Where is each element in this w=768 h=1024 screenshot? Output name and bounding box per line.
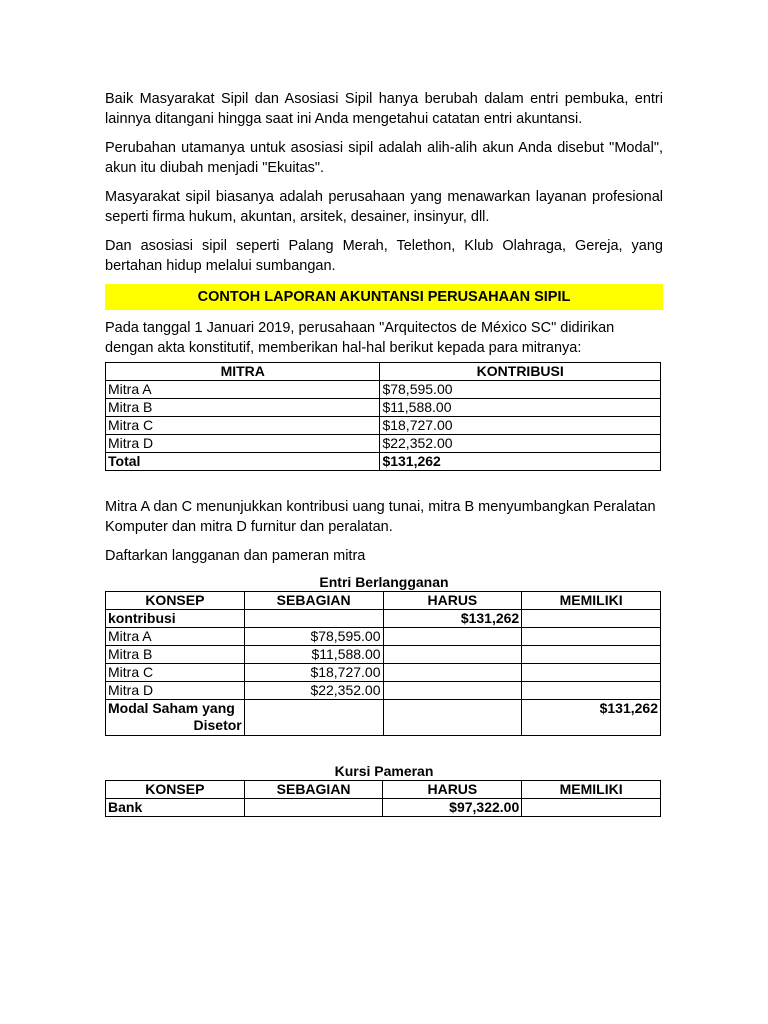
credit-cell bbox=[522, 799, 661, 817]
partner-name: Mitra C bbox=[106, 417, 380, 435]
paragraph-3: Masyarakat sipil biasanya adalah perusahaan yang menawarkan layanan profesional seperti firma hukum, akuntan, arsitek, desainer, insinyur, dll. bbox=[105, 189, 663, 225]
column-header: MEMILIKI bbox=[522, 592, 661, 610]
subscription-table bbox=[105, 591, 661, 736]
table-row bbox=[106, 682, 661, 700]
credit-cell bbox=[522, 628, 661, 646]
intro-paragraph: Pada tanggal 1 Januari 2019, perusahaan "Arquitectos de México SC" didirikan dengan akta konstitutif, memberikan hal-hal berikut kepada para mitranya: bbox=[105, 320, 615, 356]
table-header-row bbox=[106, 781, 661, 799]
subscription-caption: Entri Berlangganan bbox=[319, 574, 449, 590]
credit-cell bbox=[522, 610, 661, 628]
table-row bbox=[106, 628, 661, 646]
partial-cell: $22,352.00 bbox=[244, 682, 383, 700]
partial-cell: $18,727.00 bbox=[244, 664, 383, 682]
concept-cell: Mitra D bbox=[106, 682, 245, 700]
document-page bbox=[105, 89, 663, 817]
credit-cell bbox=[522, 682, 661, 700]
section-banner: CONTOH LAPORAN AKUNTANSI PERUSAHAAN SIPIL bbox=[105, 284, 663, 310]
paragraph-4: Dan asosiasi sipil seperti Palang Merah, Telethon, Klub Olahraga, Gereja, yang bertahan hidup melalui sumbangan. bbox=[105, 238, 663, 274]
column-header: KONSEP bbox=[106, 781, 245, 799]
table-row bbox=[106, 700, 661, 736]
table-total-row bbox=[106, 453, 661, 471]
column-header: MEMILIKI bbox=[522, 781, 661, 799]
exhibition-table bbox=[105, 780, 661, 817]
column-header: KONTRIBUSI bbox=[380, 363, 661, 381]
table-row bbox=[106, 799, 661, 817]
partner-contribution: $11,588.00 bbox=[380, 399, 661, 417]
paragraph-2: Perubahan utamanya untuk asosiasi sipil adalah alih-alih akun Anda disebut "Modal", akun itu diubah menjadi "Ekuitas". bbox=[105, 140, 663, 176]
concept-cell: kontribusi bbox=[106, 610, 245, 628]
table-header-row bbox=[106, 363, 661, 381]
partner-contribution: $78,595.00 bbox=[380, 381, 661, 399]
partners-table bbox=[105, 362, 661, 471]
total-label: Total bbox=[106, 453, 380, 471]
concept-cell: Mitra B bbox=[106, 646, 245, 664]
debit-cell: $97,322.00 bbox=[383, 799, 522, 817]
concept-cell: Bank bbox=[106, 799, 245, 817]
partner-contribution: $18,727.00 bbox=[380, 417, 661, 435]
table-row bbox=[106, 417, 661, 435]
column-header: SEBAGIAN bbox=[244, 592, 383, 610]
table-row bbox=[106, 399, 661, 417]
table-row bbox=[106, 610, 661, 628]
partial-cell: $11,588.00 bbox=[244, 646, 383, 664]
table-row bbox=[106, 435, 661, 453]
table-row bbox=[106, 381, 661, 399]
credit-cell bbox=[522, 646, 661, 664]
column-header: HARUS bbox=[383, 781, 522, 799]
total-value: $131,262 bbox=[380, 453, 661, 471]
exhibition-caption: Kursi Pameran bbox=[334, 763, 434, 779]
debit-cell bbox=[383, 700, 522, 736]
capital-line-2: Disetor bbox=[193, 717, 242, 733]
table-row bbox=[106, 664, 661, 682]
debit-cell bbox=[383, 628, 522, 646]
partial-cell bbox=[244, 799, 383, 817]
partial-cell bbox=[244, 700, 383, 736]
paragraph-after-table-1: Mitra A dan C menunjukkan kontribusi uang tunai, mitra B menyumbangkan Peralatan Komputer dan mitra D furnitur dan peralatan. bbox=[105, 499, 656, 535]
table-row bbox=[106, 646, 661, 664]
partner-name: Mitra B bbox=[106, 399, 380, 417]
paragraph-after-table-2: Daftarkan langganan dan pameran mitra bbox=[105, 548, 366, 564]
column-header: MITRA bbox=[106, 363, 380, 381]
column-header: KONSEP bbox=[106, 592, 245, 610]
table-header-row bbox=[106, 592, 661, 610]
capital-line-1: Modal Saham yang bbox=[108, 700, 235, 716]
debit-cell bbox=[383, 646, 522, 664]
credit-cell: $131,262 bbox=[522, 700, 661, 736]
partial-cell bbox=[244, 610, 383, 628]
concept-cell: Mitra C bbox=[106, 664, 245, 682]
credit-cell bbox=[522, 664, 661, 682]
debit-cell bbox=[383, 682, 522, 700]
column-header: HARUS bbox=[383, 592, 522, 610]
partner-contribution: $22,352.00 bbox=[380, 435, 661, 453]
concept-cell bbox=[106, 700, 245, 736]
debit-cell: $131,262 bbox=[383, 610, 522, 628]
partner-name: Mitra A bbox=[106, 381, 380, 399]
column-header: SEBAGIAN bbox=[244, 781, 383, 799]
debit-cell bbox=[383, 664, 522, 682]
partial-cell: $78,595.00 bbox=[244, 628, 383, 646]
partner-name: Mitra D bbox=[106, 435, 380, 453]
paragraph-1: Baik Masyarakat Sipil dan Asosiasi Sipil hanya berubah dalam entri pembuka, entri lainnya ditangani hingga saat ini Anda mengetahui catatan entri akuntansi. bbox=[105, 91, 663, 127]
concept-cell: Mitra A bbox=[106, 628, 245, 646]
